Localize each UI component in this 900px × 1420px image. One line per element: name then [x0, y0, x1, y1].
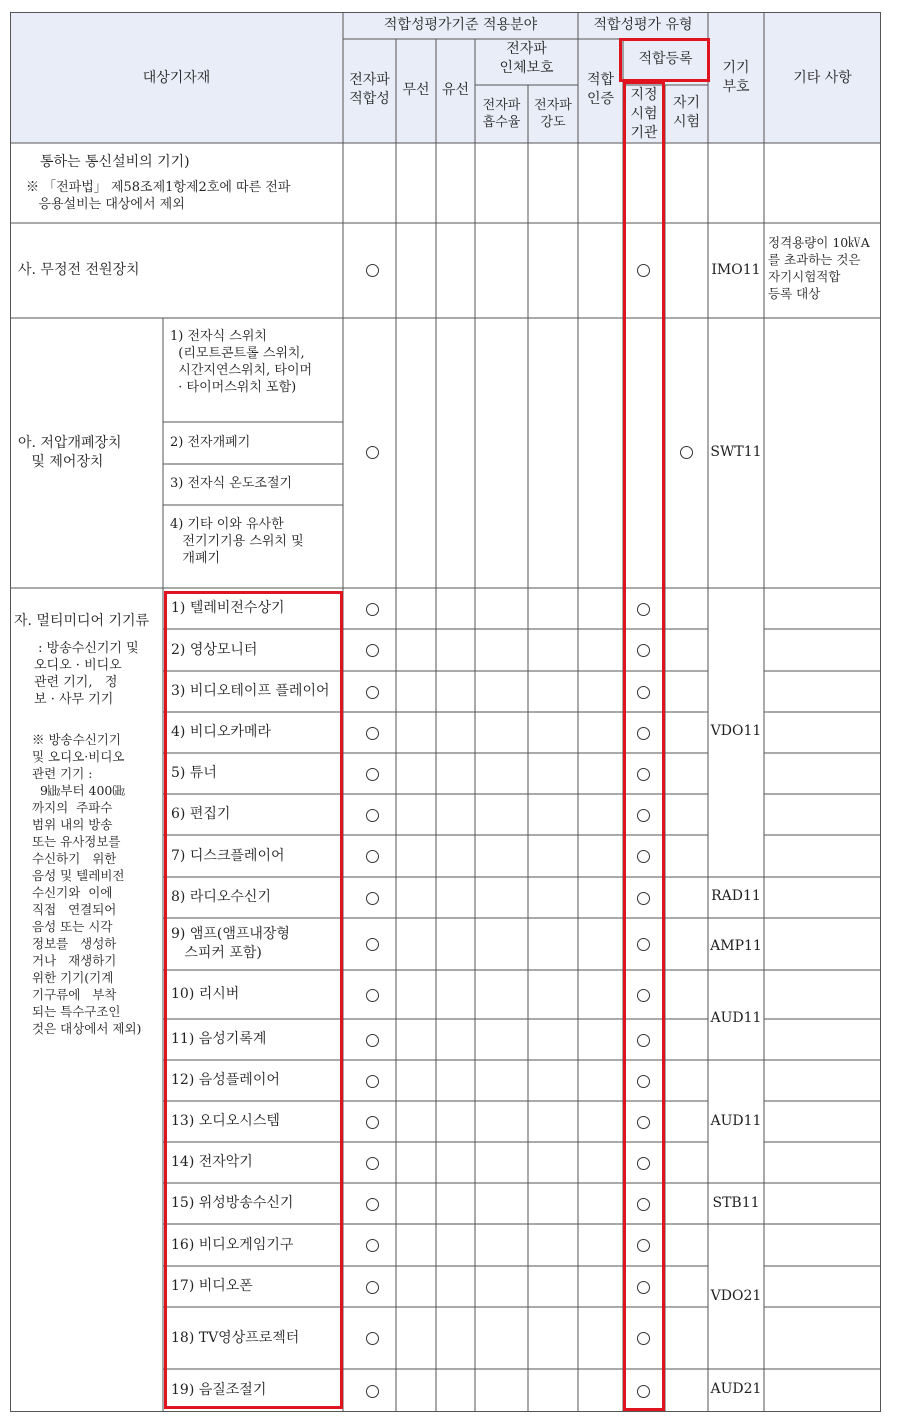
header-remarks: 기타 사항 — [793, 70, 852, 86]
code-stb11: STB11 — [712, 1195, 760, 1211]
multimedia-item-9: 9) 앰프(앰프내장형 스피커 포함) — [171, 926, 290, 961]
multimedia-emc-mark-17 — [366, 1281, 379, 1294]
code-vdo21: VDO21 — [710, 1288, 762, 1304]
multimedia-item-13: 13) 오디오시스템 — [171, 1113, 280, 1129]
header-wired: 유선 — [441, 82, 470, 98]
switchgear-item-3: 3) 전자식 온도조절기 — [170, 476, 293, 491]
multimedia-item-5: 5) 튜너 — [171, 765, 217, 781]
header-emc: 전자파 적합성 — [349, 72, 390, 107]
multimedia-emc-mark-16 — [366, 1239, 379, 1252]
highlight-multimedia-items — [164, 591, 343, 1409]
header-reg-group: 적합등록 — [638, 51, 693, 67]
multimedia-item-3: 3) 비디오테이프 플레이어 — [171, 683, 330, 699]
multimedia-emc-mark-11 — [366, 1034, 379, 1047]
switchgear-emc-mark — [366, 446, 379, 459]
multimedia-name: 자. 멀티미디어 기기류 — [14, 613, 150, 629]
switchgear-name: 아. 저압개폐장치 및 제어장치 — [18, 435, 122, 470]
highlight-designated-column — [623, 81, 665, 1411]
multimedia-item-18: 18) TV영상프로젝터 — [171, 1329, 300, 1346]
multimedia-item-7: 7) 디스크플레이어 — [171, 847, 285, 864]
multimedia-emc-mark-6 — [366, 809, 379, 822]
header-wireless: 무선 — [402, 82, 430, 98]
multimedia-note: ※ 방송수신기기 및 오디오·비디오 관련 기기 : 9㎑부터 400㎓ 까지의 주파수 범위 내의 방송 또는 유사정보를 수신하기 위한 음성 및 텔레비전 수신기와 이에 직접 연결되어 음성 또는 시각 정보를 생성하 거나 재생하기 위한 기기(기계 기구류에 부착 되는 특수구조인 것은 대상에서 제외) — [32, 732, 142, 1036]
multimedia-emc-mark-2 — [366, 644, 379, 657]
multimedia-emc-mark-1 — [366, 603, 379, 616]
multimedia-emc-mark-14 — [366, 1157, 379, 1170]
multimedia-item-4: 4) 비디오카메라 — [171, 724, 271, 740]
ups-code: IMO11 — [711, 262, 761, 278]
header-cert: 적합 인증 — [586, 72, 615, 107]
multimedia-emc-mark-15 — [366, 1198, 379, 1211]
multimedia-item-12: 12) 음성플레이어 — [171, 1072, 280, 1088]
header-self: 자기 시험 — [672, 95, 701, 130]
continued-line2: ※ 「전파법」 제58조제1항제2호에 따른 전파 응용설비는 대상에서 제외 — [26, 180, 291, 212]
header-code: 기기 부호 — [722, 60, 750, 95]
header-designated: 지정 시험 기관 — [630, 87, 658, 141]
ups-remark: 정격용량이 10㎸A 를 초과하는 것은 자기시험적합 등록 대상 — [768, 235, 870, 301]
multimedia-emc-mark-12 — [366, 1075, 379, 1088]
continued-line1: 통하는 통신설비의 기기) — [40, 154, 190, 170]
switchgear-item-1: 1) 전자식 스위치 (리모트콘트롤 스위치, 시간지연스위치, 타이머 · 타이머스위치 포함) — [170, 329, 313, 395]
switchgear-item-4: 4) 기타 이와 유사한 전기기기용 스위치 및 개폐기 — [170, 517, 304, 566]
header-standards-group: 적합성평가기준 적용분야 — [383, 17, 538, 33]
multimedia-item-1: 1) 텔레비전수상기 — [171, 600, 285, 616]
code-vdo11: VDO11 — [710, 723, 762, 739]
multimedia-item-6: 6) 편집기 — [171, 806, 231, 822]
code-amp11: AMP11 — [710, 938, 762, 954]
multimedia-desc: : 방송수신기기 및 오디오 · 비디오 관련 기기, 정 보 · 사무 기기 — [34, 641, 139, 707]
conformity-table — [10, 12, 881, 1412]
multimedia-emc-mark-3 — [366, 686, 379, 699]
switchgear-self-mark — [680, 446, 693, 459]
multimedia-item-19: 19) 음질조절기 — [171, 1382, 267, 1398]
highlight-registration-header — [619, 38, 710, 82]
multimedia-item-16: 16) 비디오게임기구 — [171, 1236, 294, 1253]
code-aud11-a: AUD11 — [710, 1010, 762, 1026]
multimedia-item-11: 11) 음성기록계 — [171, 1031, 267, 1047]
multimedia-item-15: 15) 위성방송수신기 — [171, 1195, 294, 1211]
multimedia-emc-mark-8 — [366, 892, 379, 905]
multimedia-emc-mark-10 — [366, 989, 379, 1002]
code-aud21: AUD21 — [710, 1381, 762, 1397]
multimedia-emc-mark-19 — [366, 1385, 379, 1398]
multimedia-emc-mark-18 — [366, 1332, 379, 1345]
ups-emc-mark — [366, 264, 379, 277]
multimedia-item-17: 17) 비디오폰 — [171, 1278, 253, 1294]
header-human-group: 전자파 인체보호 — [499, 41, 554, 76]
switchgear-code: SWT11 — [710, 444, 762, 460]
multimedia-emc-mark-13 — [366, 1116, 379, 1129]
header-field: 전자파 강도 — [534, 98, 572, 130]
code-rad11: RAD11 — [711, 888, 761, 904]
header-target: 대상기자재 — [142, 70, 211, 86]
multimedia-item-8: 8) 라디오수신기 — [171, 889, 271, 905]
multimedia-item-2: 2) 영상모니터 — [171, 641, 258, 658]
code-aud11-b: AUD11 — [710, 1113, 762, 1129]
multimedia-emc-mark-4 — [366, 727, 379, 740]
multimedia-emc-mark-7 — [366, 850, 379, 863]
switchgear-item-2: 2) 전자개폐기 — [170, 435, 251, 450]
multimedia-emc-mark-5 — [366, 768, 379, 781]
multimedia-emc-mark-9 — [366, 938, 379, 951]
header-type-group: 적합성평가 유형 — [593, 17, 693, 33]
header-sar: 전자파 흡수율 — [482, 98, 521, 130]
multimedia-item-14: 14) 전자악기 — [171, 1154, 253, 1170]
ups-name: 사. 무정전 전원장치 — [18, 262, 140, 278]
multimedia-item-10: 10) 리시버 — [171, 986, 240, 1002]
